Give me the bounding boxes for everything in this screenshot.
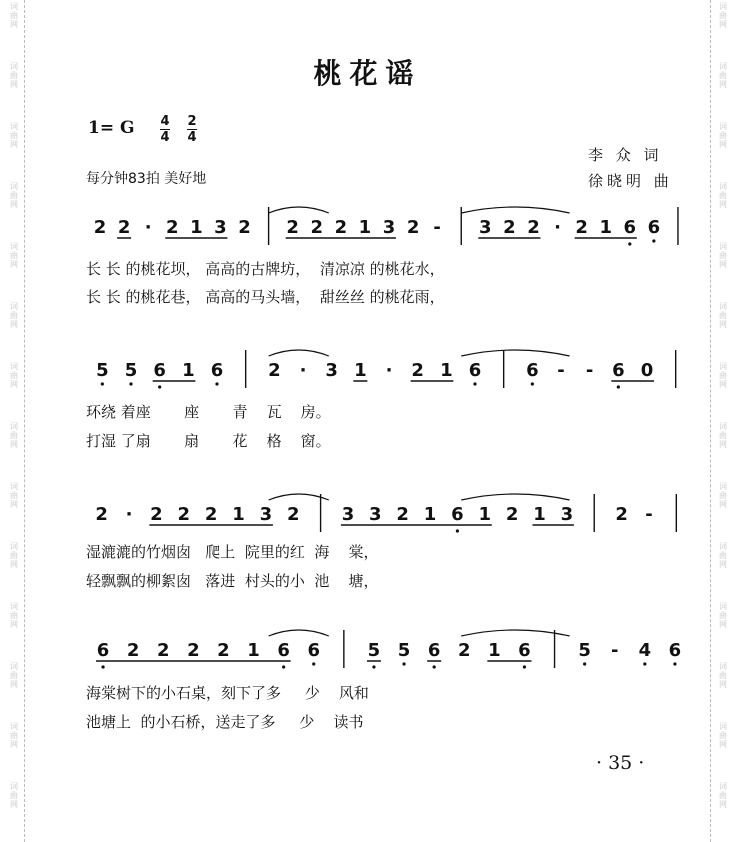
octave-dot	[215, 382, 218, 385]
note: -	[557, 360, 565, 381]
watermark-glyphs: 词 曲 网	[719, 362, 727, 389]
meter-denominator: 4	[160, 130, 170, 145]
watermark-glyphs: 词 曲 网	[10, 782, 18, 809]
note: ·	[299, 360, 307, 381]
note: 5	[578, 640, 591, 661]
note: 4	[638, 640, 652, 661]
note: 5	[124, 360, 138, 381]
watermark-glyphs: 词 曲 网	[719, 542, 727, 569]
watermark-glyphs: 词 曲 网	[719, 2, 727, 29]
note: 1	[247, 640, 260, 661]
note: 2	[286, 504, 300, 525]
key-signature: 1= G	[88, 118, 135, 138]
octave-dot	[583, 662, 586, 665]
note: 3	[369, 504, 382, 525]
note: 3	[560, 504, 574, 525]
song-title: 桃花谣	[313, 57, 422, 90]
octave-dot	[433, 665, 436, 668]
note: 1	[423, 504, 437, 525]
lyric-line: 湿漉漉的竹烟囱 爬上 院里的红 海 棠，	[86, 543, 379, 561]
slur	[461, 350, 569, 356]
note: -	[645, 504, 653, 525]
note: 1	[599, 217, 612, 238]
octave-dot	[473, 382, 476, 385]
meter-numerator: 4	[160, 114, 170, 129]
lyricist-credit: 李 众 词	[588, 146, 663, 164]
note: 2	[575, 217, 588, 238]
meter-denominator: 4	[187, 130, 197, 145]
watermark-glyphs: 词 曲 网	[719, 122, 727, 149]
note: 2	[126, 640, 140, 661]
note: ·	[125, 504, 133, 525]
watermark-glyphs: 词 曲 网	[719, 62, 727, 89]
note: 6	[210, 360, 224, 381]
note: 2	[95, 504, 108, 525]
watermark-glyphs: 词 曲 网	[10, 482, 18, 509]
slur	[269, 350, 329, 356]
note: 6	[623, 217, 637, 238]
note: 2	[310, 217, 324, 238]
octave-dot	[456, 529, 459, 532]
notation-row	[0, 205, 735, 255]
note: 6	[153, 360, 166, 381]
note: -	[611, 640, 619, 661]
note: -	[433, 217, 441, 238]
watermark-glyphs: 词 曲 网	[719, 782, 727, 809]
note: -	[585, 360, 594, 381]
note: 2	[93, 217, 107, 238]
time-signature-4-4	[160, 114, 170, 145]
notation-row	[0, 492, 735, 542]
octave-dot	[402, 662, 405, 665]
page-number: · 35 ·	[596, 752, 645, 774]
octave-dot	[652, 239, 655, 242]
lyric-line: 轻飘飘的柳絮囱 落进 村头的小 池 塘，	[86, 572, 379, 590]
slur	[461, 207, 569, 213]
composer-credit: 徐晓明 曲	[588, 172, 673, 190]
note: 6	[277, 640, 290, 661]
note: 2	[166, 217, 179, 238]
octave-dot	[129, 382, 132, 385]
note: 2	[187, 640, 200, 661]
watermark-glyphs: 词 曲 网	[10, 422, 18, 449]
watermark-glyphs: 词 曲 网	[719, 422, 727, 449]
note: 2	[505, 504, 519, 525]
note: ·	[144, 217, 152, 238]
note: 3	[479, 217, 492, 238]
note: 2	[334, 217, 348, 238]
note: 6	[612, 360, 625, 381]
lyric-line: 长 长 的桃花坝， 高高的古牌坊， 清凉凉 的桃花水，	[86, 260, 445, 278]
note: 2	[204, 504, 218, 525]
note: 2	[411, 360, 424, 381]
lyric-line: 打湿 了扇 扇 花 格 窗。	[86, 432, 331, 450]
notation-row	[0, 348, 735, 398]
note: 3	[382, 217, 396, 238]
watermark-glyphs: 词 曲 网	[719, 602, 727, 629]
note: 2	[615, 504, 628, 525]
note: 2	[268, 360, 281, 381]
octave-dot	[158, 385, 161, 388]
watermark-glyphs: 词 曲 网	[10, 242, 18, 269]
watermark-glyphs: 词 曲 网	[10, 722, 18, 749]
note: 2	[150, 504, 163, 525]
watermark-glyphs: 词 曲 网	[10, 182, 18, 209]
watermark-glyphs: 词 曲 网	[10, 302, 18, 329]
note: 1	[358, 217, 372, 238]
watermark-glyphs: 词 曲 网	[719, 482, 727, 509]
note: 1	[478, 504, 492, 525]
octave-dot	[531, 382, 534, 385]
note: 2	[503, 217, 516, 238]
time-signature-2-4	[187, 114, 197, 145]
note: 1	[182, 360, 195, 381]
octave-dot	[523, 665, 526, 668]
note: 2	[117, 217, 131, 238]
watermark-glyphs: 词 曲 网	[10, 362, 18, 389]
note: 6	[451, 504, 464, 525]
octave-dot	[101, 382, 104, 385]
note: 2	[527, 217, 540, 238]
note: 2	[156, 640, 170, 661]
note: 2	[396, 504, 409, 525]
lyric-line: 长 长 的桃花巷， 高高的马头墙， 甜丝丝 的桃花雨，	[86, 288, 445, 306]
watermark-glyphs: 词 曲 网	[719, 662, 727, 689]
note: 5	[397, 640, 411, 661]
note: 2	[177, 504, 191, 525]
note: 5	[96, 360, 109, 381]
note: 3	[325, 360, 338, 381]
lyric-line: 环绕 着座 座 青 瓦 房。	[86, 403, 331, 421]
note: 6	[526, 360, 539, 381]
octave-dot	[372, 665, 375, 668]
note: 2	[406, 217, 420, 238]
octave-dot	[673, 662, 676, 665]
note: 6	[307, 640, 321, 661]
meter-numerator: 2	[187, 114, 197, 129]
slur	[461, 494, 569, 500]
watermark-glyphs: 词 曲 网	[10, 2, 18, 29]
note: 6	[468, 360, 482, 381]
watermark-glyphs: 词 曲 网	[719, 242, 727, 269]
note: ·	[554, 217, 561, 238]
note: 3	[341, 504, 355, 525]
note: 1	[232, 504, 245, 525]
note: 1	[354, 360, 367, 381]
note: 5	[367, 640, 381, 661]
slur	[269, 630, 329, 636]
note: 3	[259, 504, 273, 525]
watermark-glyphs: 词 曲 网	[10, 602, 18, 629]
watermark-glyphs: 词 曲 网	[10, 542, 18, 569]
slur	[461, 630, 569, 636]
note: 1	[533, 504, 546, 525]
slur	[269, 207, 329, 213]
octave-dot	[643, 662, 646, 665]
note: 2	[286, 217, 299, 238]
octave-dot	[101, 665, 104, 668]
octave-dot	[617, 385, 620, 388]
note: 6	[647, 217, 661, 238]
note: 0	[640, 360, 654, 381]
note: 6	[668, 640, 682, 661]
octave-dot	[628, 242, 631, 245]
watermark-glyphs: 词 曲 网	[719, 182, 727, 209]
note: 2	[238, 217, 251, 238]
octave-dot	[312, 662, 315, 665]
note: 1	[440, 360, 453, 381]
note: 6	[96, 640, 110, 661]
note: ·	[385, 360, 393, 381]
watermark-glyphs: 词 曲 网	[10, 62, 18, 89]
slur	[269, 494, 329, 500]
lyric-line: 海棠树下的小石桌，刻下了多 少 风和	[86, 684, 369, 702]
note: 6	[518, 640, 531, 661]
note: 1	[190, 217, 203, 238]
note: 2	[457, 640, 471, 661]
note: 6	[427, 640, 441, 661]
notation-row	[0, 628, 735, 678]
tempo-marking: 每分钟83拍 美好地	[86, 171, 207, 187]
note: 1	[488, 640, 501, 661]
note: 2	[217, 640, 230, 661]
watermark-glyphs: 词 曲 网	[719, 722, 727, 749]
watermark-glyphs: 词 曲 网	[10, 122, 18, 149]
octave-dot	[282, 665, 285, 668]
watermark-glyphs: 词 曲 网	[719, 302, 727, 329]
note: 3	[214, 217, 227, 238]
watermark-glyphs: 词 曲 网	[10, 662, 18, 689]
lyric-line: 池塘上 的小石桥，送走了多 少 读书	[86, 713, 364, 731]
